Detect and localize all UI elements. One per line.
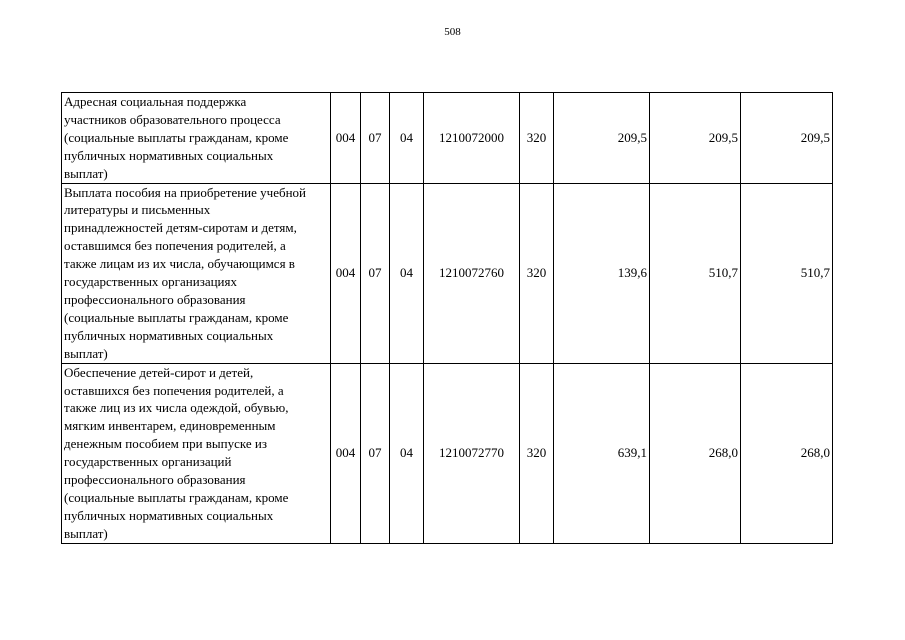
section-code: 07 [361,363,390,543]
description-line: (социальные выплаты гражданам, кроме [64,309,289,325]
section-code: 07 [361,183,390,363]
description-line: выплат) [64,525,108,541]
row-description [62,363,331,543]
description-line: литературы и письменных [64,202,211,218]
page-number: 508 [444,26,461,38]
amount-3: 209,5 [741,93,833,184]
ministry-code: 004 [331,363,361,543]
description-line: профессионального образования [64,472,246,488]
description-line: принадлежностей детям-сиротам и детям, [64,220,297,236]
target-article-code: 1210072000 [424,93,520,184]
amount-1: 139,6 [554,183,650,363]
description-line: мягким инвентарем, единовременным [64,418,276,434]
description-line: денежным пособием при выпуске из [64,436,267,452]
amount-3: 268,0 [741,363,833,543]
ministry-code: 004 [331,93,361,184]
description-line: также лиц из их числа одеждой, обувью, [64,400,289,416]
description-line: государственных организаций [64,454,232,470]
description-line: выплат) [64,345,108,361]
target-article-code: 1210072760 [424,183,520,363]
subsection-code: 04 [390,93,424,184]
table-row [62,183,833,363]
description-line: публичных нормативных социальных [64,327,274,343]
row-description [62,93,331,184]
description-line: оставшихся без попечения родителей, а [64,382,284,398]
expense-type-code: 320 [520,363,554,543]
amount-2: 209,5 [650,93,741,184]
section-code: 07 [361,93,390,184]
description-line: (социальные выплаты гражданам, кроме [64,129,289,145]
description-line: (социальные выплаты гражданам, кроме [64,489,289,505]
description-line: профессионального образования [64,291,246,307]
description-line: также лицам из их числа, обучающимся в [64,256,295,272]
table-row [62,93,833,184]
amount-3: 510,7 [741,183,833,363]
expense-type-code: 320 [520,93,554,184]
subsection-code: 04 [390,183,424,363]
amount-1: 209,5 [554,93,650,184]
description-line: оставшимся без попечения родителей, а [64,238,286,254]
description-line: Выплата пособия на приобретение учебной [64,184,306,200]
target-article-code: 1210072770 [424,363,520,543]
description-line: выплат) [64,165,108,181]
description-line: Адресная социальная поддержка [64,94,247,109]
description-line: участников образовательного процесса [64,111,281,127]
amount-2: 510,7 [650,183,741,363]
row-description [62,183,331,363]
ministry-code: 004 [331,183,361,363]
amount-2: 268,0 [650,363,741,543]
description-line: публичных нормативных социальных [64,507,274,523]
description-line: Обеспечение детей-сирот и детей, [64,364,254,380]
subsection-code: 04 [390,363,424,543]
expense-type-code: 320 [520,183,554,363]
description-line: публичных нормативных социальных [64,147,274,163]
amount-1: 639,1 [554,363,650,543]
budget-table [61,92,833,544]
description-line: государственных организациях [64,274,237,290]
table-row [62,363,833,543]
